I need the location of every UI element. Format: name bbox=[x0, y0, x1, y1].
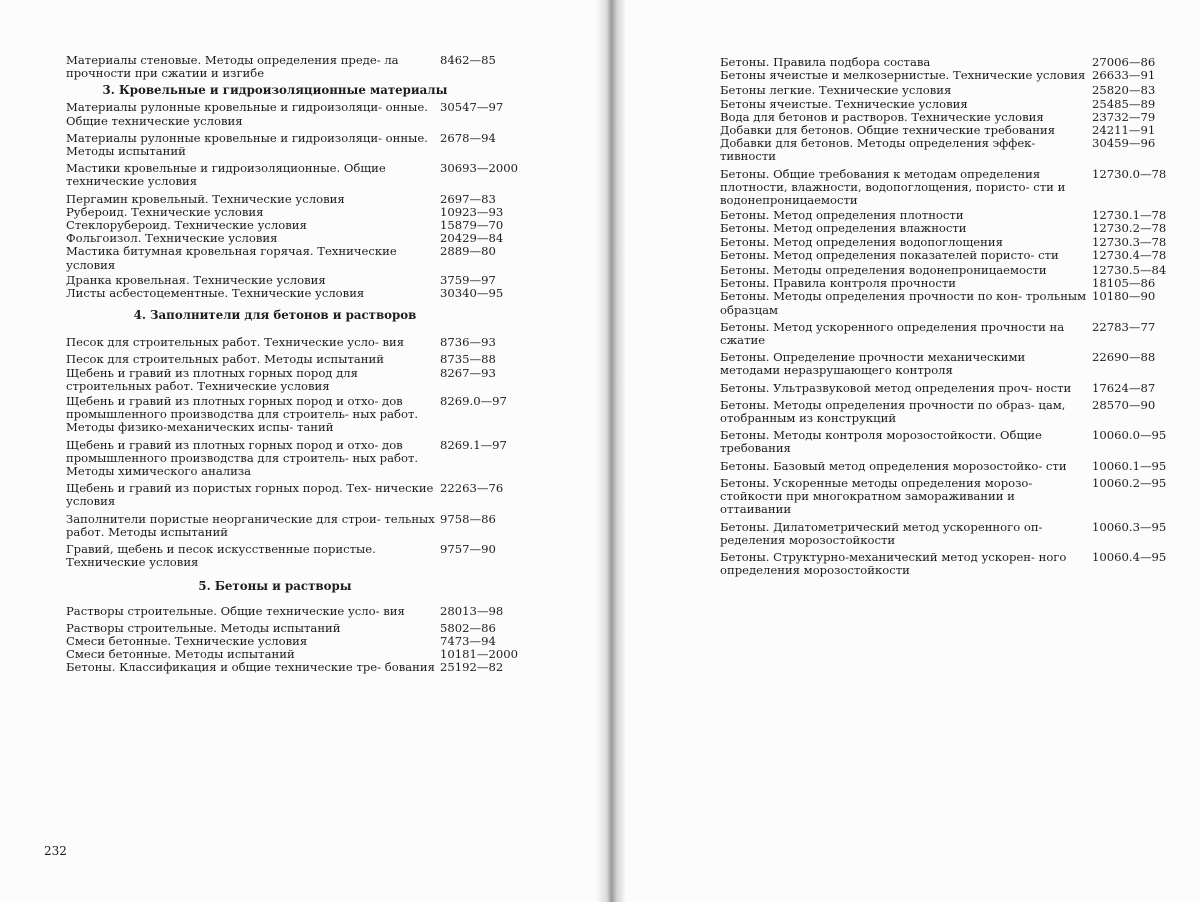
entry bbox=[720, 168, 1172, 208]
entry-text: Бетоны. Классификация и общие технические тре- бования bbox=[66, 660, 435, 675]
standard-number: 30547—97 bbox=[440, 100, 504, 115]
entry-text: Бетоны. Метод определения влажности bbox=[720, 221, 967, 236]
standard-number: 12730.3—78 bbox=[1092, 234, 1167, 249]
standard-number: 25820—83 bbox=[1092, 83, 1156, 98]
entry bbox=[720, 137, 1172, 163]
standard-number: 8735—88 bbox=[440, 352, 496, 367]
entry-text: Растворы строительные. Общие технические усло- вия bbox=[66, 603, 405, 618]
entry bbox=[720, 249, 1172, 262]
entry-text: Фольгоизол. Технические условия bbox=[66, 231, 278, 246]
entry bbox=[720, 98, 1172, 111]
standard-number: 25485—89 bbox=[1092, 96, 1156, 111]
entry bbox=[720, 460, 1172, 473]
entry bbox=[720, 84, 1172, 97]
entry bbox=[720, 429, 1172, 455]
entry-text: Материалы рулонные кровельные и гидроизоляци- онные. Методы испытаний bbox=[66, 130, 428, 159]
entry bbox=[66, 54, 524, 80]
standard-number: 10923—93 bbox=[440, 204, 504, 219]
entry-text: Бетоны. Правила контроля прочности bbox=[720, 276, 957, 291]
entry bbox=[66, 513, 524, 539]
standard-number: 2678—94 bbox=[440, 130, 496, 145]
entry-text: Заполнители пористые неорганические для строи- тельных работ. Методы испытаний bbox=[66, 511, 435, 539]
entry-text: Листы асбестоцементные. Технические условия bbox=[66, 286, 365, 301]
entry-text: Смеси бетонные. Методы испытаний bbox=[66, 647, 295, 662]
standard-number: 10060.1—95 bbox=[1092, 458, 1167, 473]
section-heading: 3. Кровельные и гидроизоляционные материалы bbox=[102, 83, 448, 98]
standard-number: 5802—86 bbox=[440, 620, 496, 635]
entry-text: Песок для строительных работ. Технические усло- вия bbox=[66, 335, 405, 350]
standard-number: 18105—86 bbox=[1092, 276, 1156, 291]
entry bbox=[66, 101, 524, 127]
standard-number: 10060.3—95 bbox=[1092, 519, 1167, 534]
standard-number: 23732—79 bbox=[1092, 109, 1156, 124]
standard-number: 8267—93 bbox=[440, 365, 496, 380]
entry bbox=[720, 321, 1172, 347]
entry-text: Бетоны. Методы контроля морозостойкости. Общие требования bbox=[720, 428, 1042, 456]
entry-text: Растворы строительные. Методы испытаний bbox=[66, 620, 341, 635]
entry-text: Бетоны. Метод определения показателей пористо- сти bbox=[720, 247, 1059, 262]
standard-number: 9757—90 bbox=[440, 542, 496, 557]
entry-text: Добавки для бетонов. Общие технические требования bbox=[720, 123, 1056, 138]
entry bbox=[66, 287, 524, 300]
standard-number: 12730.2—78 bbox=[1092, 221, 1167, 236]
entry-text: Бетоны. Метод ускоренного определения прочности на сжатие bbox=[720, 319, 1065, 348]
entry-text: Щебень и гравий из плотных горных пород и отхо- дов промышленного производства для строитель- ных работ. Методы химического анализа bbox=[66, 437, 419, 479]
entry-text: Мастика битумная кровельная горячая. Технические условия bbox=[66, 244, 397, 272]
standard-number: 12730.5—84 bbox=[1092, 263, 1167, 278]
entry-text: Бетоны. Базовый метод определения морозостойко- сти bbox=[720, 458, 1067, 473]
standard-number: 2697—83 bbox=[440, 191, 496, 206]
entry-text: Бетоны. Ускоренные методы определения морозо- стойкости при многократном замораживании и оттаивании bbox=[720, 475, 1033, 517]
entry bbox=[66, 353, 524, 366]
standard-number: 22263—76 bbox=[440, 481, 504, 496]
standard-number: 9758—86 bbox=[440, 511, 496, 526]
entry bbox=[66, 605, 524, 618]
standard-number: 12730.1—78 bbox=[1092, 208, 1167, 223]
entry-text: Бетоны. Метод определения плотности bbox=[720, 208, 964, 223]
standard-number: 8269.1—97 bbox=[440, 437, 507, 452]
entry bbox=[720, 382, 1172, 395]
entry-text: Добавки для бетонов. Методы определения эффек- тивности bbox=[720, 136, 1036, 164]
entry bbox=[720, 351, 1172, 377]
standard-number: 22783—77 bbox=[1092, 319, 1156, 334]
entry-text: Бетоны. Правила подбора состава bbox=[720, 55, 931, 69]
entry-text: Бетоны. Дилатометрический метод ускоренного оп- ределения морозостойкости bbox=[720, 519, 1043, 547]
entry-text: Бетоны. Методы определения водонепроницаемости bbox=[720, 263, 1047, 278]
entry bbox=[66, 336, 524, 349]
entry-text: Бетоны ячеистые. Технические условия bbox=[720, 96, 968, 111]
standard-number: 30340—95 bbox=[440, 286, 504, 301]
entry-text: Бетоны легкие. Технические условия bbox=[720, 83, 952, 98]
entry-text: Песок для строительных работ. Методы испытаний bbox=[66, 352, 384, 367]
section-heading: 4. Заполнители для бетонов и растворов bbox=[133, 308, 417, 323]
entry-text: Смеси бетонные. Технические условия bbox=[66, 633, 308, 648]
entry-text: Бетоны. Методы определения прочности по образ- цам, отобранным из конструкций bbox=[720, 397, 1066, 426]
entry bbox=[720, 69, 1172, 82]
entry-text: Материалы стеновые. Методы определения преде- ла прочности при сжатии и изгибе bbox=[66, 53, 399, 81]
entry-text: Вода для бетонов и растворов. Технические условия bbox=[720, 109, 1044, 124]
entry bbox=[66, 482, 524, 508]
book-gutter bbox=[596, 0, 626, 902]
standard-number: 30459—96 bbox=[1092, 136, 1156, 151]
entry bbox=[720, 290, 1172, 316]
standard-number: 25192—82 bbox=[440, 660, 504, 675]
standard-number: 20429—84 bbox=[440, 231, 504, 246]
entry bbox=[66, 162, 524, 188]
standard-number: 3759—97 bbox=[440, 272, 496, 287]
entry-text: Бетоны. Общие требования к методам определения плотности, влажности, водопоглощения, пористо- сти и водонепроницаемости bbox=[720, 166, 1066, 208]
standard-number: 10180—90 bbox=[1092, 289, 1156, 304]
entry-text: Бетоны. Метод определения водопоглощения bbox=[720, 234, 1003, 249]
entry-text: Бетоны ячеистые и мелкозернистые. Технические условия bbox=[720, 68, 1086, 83]
entry bbox=[66, 622, 524, 635]
entry-text: Щебень и гравий из плотных горных пород и отхо- дов промышленного производства для строитель- ных работ. Методы физико-механических испы- таний bbox=[66, 394, 419, 435]
entry bbox=[720, 236, 1172, 249]
entry-text: Щебень и гравий из плотных горных пород для строительных работ. Технические условия bbox=[66, 365, 358, 393]
entry bbox=[720, 477, 1172, 517]
entry bbox=[66, 395, 524, 435]
standard-number: 24211—91 bbox=[1092, 123, 1156, 138]
entry bbox=[66, 245, 524, 271]
standard-number: 12730.4—78 bbox=[1092, 247, 1167, 262]
entry bbox=[720, 399, 1172, 425]
standard-number: 10060.4—95 bbox=[1092, 549, 1167, 564]
standard-number: 22690—88 bbox=[1092, 350, 1156, 365]
standard-number: 28013—98 bbox=[440, 603, 504, 618]
standard-number: 26633—91 bbox=[1092, 68, 1156, 83]
entry-text: Бетоны. Ультразвуковой метод определения проч- ности bbox=[720, 380, 1072, 395]
entry-text: Пергамин кровельный. Технические условия bbox=[66, 191, 345, 206]
entry bbox=[66, 132, 524, 158]
entry bbox=[66, 193, 524, 206]
entry-text: Стеклорубероид. Технические условия bbox=[66, 218, 307, 233]
standard-number: 8269.0—97 bbox=[440, 394, 507, 409]
entry bbox=[720, 551, 1172, 577]
standard-number: 10181—2000 bbox=[440, 647, 518, 662]
entry-text: Дранка кровельная. Технические условия bbox=[66, 272, 326, 287]
standard-number: 17624—87 bbox=[1092, 380, 1156, 395]
section-heading: 5. Бетоны и растворы bbox=[198, 578, 352, 593]
entry bbox=[720, 222, 1172, 235]
page-number: 232 bbox=[44, 844, 67, 858]
standard-number: 10060.0—95 bbox=[1092, 428, 1167, 443]
entry bbox=[66, 543, 524, 569]
entry-text: Материалы рулонные кровельные и гидроизоляци- онные. Общие технические условия bbox=[66, 100, 428, 128]
entry bbox=[66, 439, 524, 479]
standard-number: 10060.2—95 bbox=[1092, 475, 1167, 490]
standard-number: 7473—94 bbox=[440, 633, 496, 648]
entry-text: Бетоны. Структурно-механический метод ускорен- ного определения морозостойкости bbox=[720, 549, 1067, 578]
standard-number: 30693—2000 bbox=[440, 161, 518, 176]
standard-number: 8462—85 bbox=[440, 53, 496, 67]
standard-number: 28570—90 bbox=[1092, 397, 1156, 412]
standard-number: 8736—93 bbox=[440, 335, 496, 350]
entry-text: Щебень и гравий из пористых горных пород. Тех- нические условия bbox=[66, 481, 434, 509]
standard-number: 2889—80 bbox=[440, 244, 496, 259]
entry-text: Гравий, щебень и песок искусственные пористые. Технические условия bbox=[66, 542, 376, 570]
right-page bbox=[720, 56, 1172, 577]
entry bbox=[720, 521, 1172, 547]
left-page bbox=[66, 54, 524, 675]
entry-text: Рубероид. Технические условия bbox=[66, 204, 264, 219]
entry-text: Бетоны. Определение прочности механическими методами неразрушающего контроля bbox=[720, 350, 1026, 378]
entry bbox=[66, 367, 524, 393]
entry bbox=[66, 661, 524, 674]
entry-text: Мастики кровельные и гидроизоляционные. Общие технические условия bbox=[66, 161, 386, 189]
standard-number: 27006—86 bbox=[1092, 55, 1156, 69]
standard-number: 12730.0—78 bbox=[1092, 166, 1167, 181]
entry-text: Бетоны. Методы определения прочности по кон- трольным образцам bbox=[720, 289, 1087, 317]
standard-number: 15879—70 bbox=[440, 218, 504, 233]
